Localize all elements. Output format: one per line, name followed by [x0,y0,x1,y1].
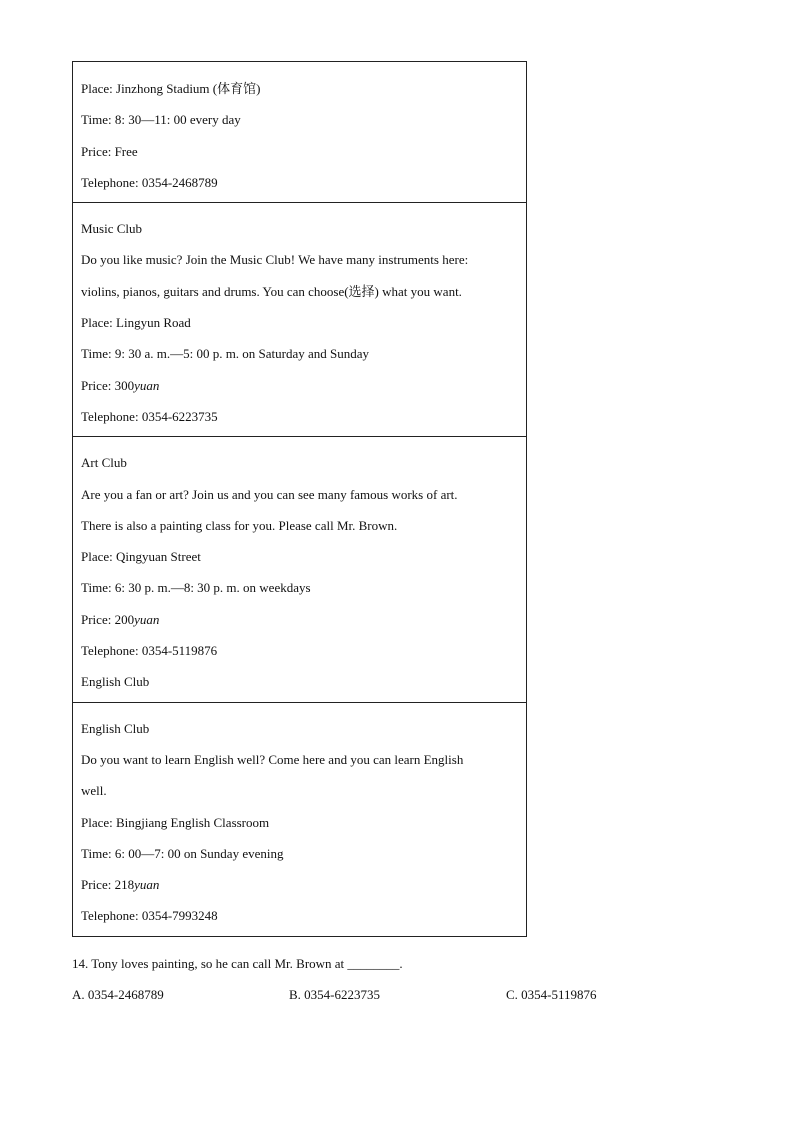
club-place: Place: Lingyun Road [81,315,191,331]
club-time: Time: 9: 30 a. m.—5: 00 p. m. on Saturday and Sunday [81,346,370,362]
club-telephone: Telephone: 0354-5119876 [81,643,218,659]
club-cell-music [73,202,526,436]
question-14-text: 14. Tony loves painting, so he can call Mr. Brown at ________. [72,956,403,971]
club-description-line: Do you want to learn English well? Come here and you can learn English [81,751,464,767]
club-name: English Club [81,720,150,736]
club-telephone: Telephone: 0354-2468789 [81,174,218,190]
club-description-line: violins, pianos, guitars and drums. You can choose(选择) what you want. [81,283,462,299]
club-time: Time: 6: 30 p. m.—8: 30 p. m. on weekdays [81,580,311,596]
club-cell-art [73,436,526,701]
club-price-amount: Price: 200 [81,611,135,627]
club-price [81,370,518,401]
option-c[interactable]: C. 0354-5119876 [506,987,597,1002]
club-time: Time: 6: 00—7: 00 on Sunday evening [81,845,284,861]
club-cell-english [73,702,526,936]
club-place: Place: Qingyuan Street [81,549,201,565]
club-price-unit: yuan [134,877,160,893]
club-price-unit: yuan [134,611,160,627]
club-extra-line: English Club [81,674,150,690]
club-description-line: There is also a painting class for you. Please call Mr. Brown. [81,517,398,533]
club-cell-stadium [73,62,526,202]
club-price-amount: Price: 218 [81,877,135,893]
club-price-unit: yuan [134,377,160,393]
option-a[interactable]: A. 0354-2468789 [72,987,164,1002]
club-name: Art Club [81,455,127,471]
answer-options [0,985,794,1005]
club-place: Place: Bingjiang English Classroom [81,814,270,830]
club-name: Music Club [81,221,143,237]
option-b[interactable]: B. 0354-6223735 [289,987,380,1002]
club-price: Price: Free [81,143,138,159]
club-description-line: Do you like music? Join the Music Club! We have many instruments here: [81,252,469,268]
club-ads-table [72,61,527,937]
club-price-amount: Price: 300 [81,377,135,393]
club-price [81,869,518,900]
club-time: Time: 8: 30—11: 00 every day [81,112,241,128]
club-description-line: Are you a fan or art? Join us and you can see many famous works of art. [81,486,458,502]
club-telephone: Telephone: 0354-6223735 [81,408,218,424]
club-description-line: well. [81,783,107,799]
club-place: Place: Jinzhong Stadium (体育馆) [81,81,261,96]
club-telephone: Telephone: 0354-7993248 [81,908,218,924]
club-price [81,604,518,635]
